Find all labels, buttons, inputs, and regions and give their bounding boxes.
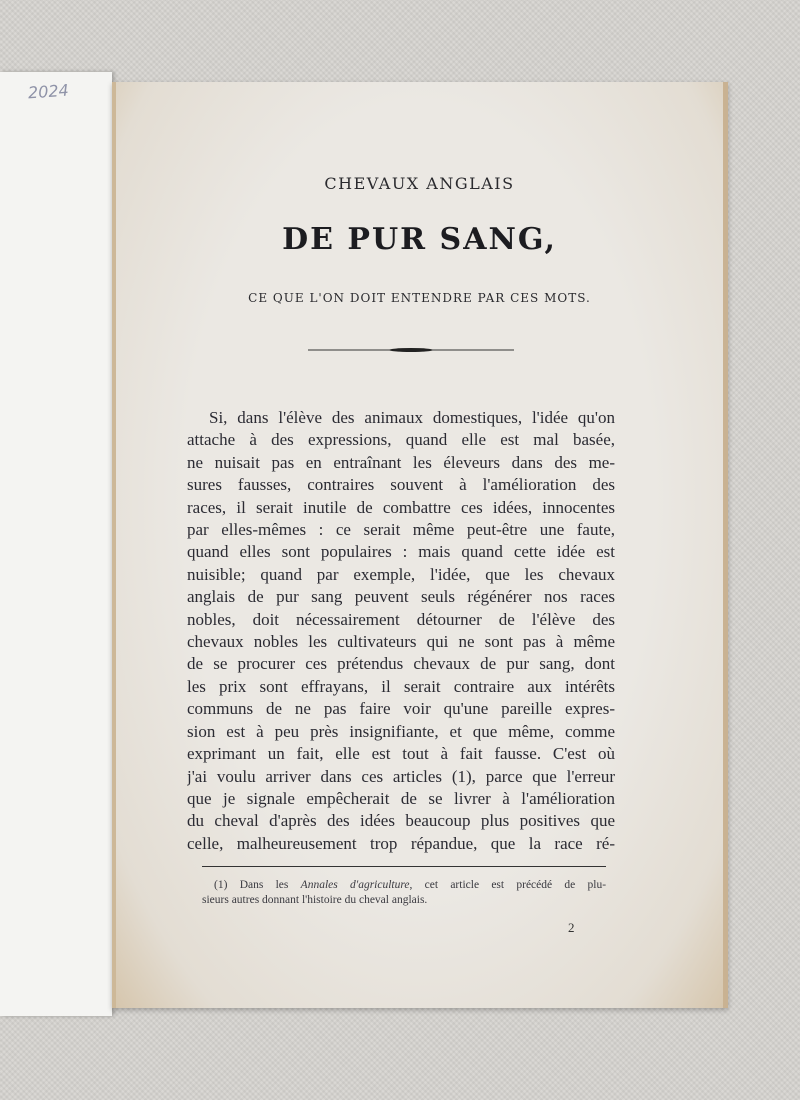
subtitle: CE QUE L'ON DOIT ENTENDRE PAR CES MOTS. — [248, 291, 591, 305]
body-line: sion est à peu près insignifiante, et que même, comme — [187, 721, 615, 741]
handwritten-note: 2024 — [27, 80, 70, 103]
body-line: que je signale empêcherait de se livrer à l'amélioration — [187, 788, 615, 808]
footnote — [202, 878, 606, 908]
ornament-divider — [308, 348, 514, 352]
body-text — [187, 407, 615, 855]
body-line: j'ai voulu arriver dans ces articles (1), parce que l'erreur — [187, 766, 615, 786]
title-line-2: DE PUR SANG, — [282, 222, 557, 257]
body-line: Si, dans l'élève des animaux domestiques, l'idée qu'on — [209, 408, 615, 427]
body-line: du cheval d'après des idées beaucoup plus positives que — [187, 811, 615, 831]
document-page — [112, 82, 728, 1008]
body-line: attache à des expressions, quand elle est mal basée, — [187, 430, 615, 450]
footnote-italic-title: Annales d'agriculture — [300, 879, 410, 891]
body-line: les prix sont effrayans, il serait contraire aux intérêts — [187, 676, 615, 696]
body-line: de se procurer ces prétendus chevaux de pur sang, dont — [187, 654, 615, 674]
left-page — [0, 72, 112, 1016]
body-line: chevaux nobles les cultivateurs qui ne sont pas à même — [187, 632, 615, 652]
footnote-text-before: Dans les — [239, 879, 289, 891]
body-line: communs de ne pas faire voir qu'une pareille expres- — [187, 699, 615, 719]
title-line-1: CHEVAUX ANGLAIS — [324, 174, 515, 193]
body-line: exprimant un fait, elle est tout à fait fausse. C'est où — [187, 744, 615, 764]
page-number: 2 — [568, 920, 575, 935]
body-line: nuisible; quand par exemple, l'idée, que les chevaux — [187, 564, 615, 584]
body-line: nobles, doit nécessairement détourner de l'élève des — [187, 609, 615, 629]
body-line: races, il serait inutile de combattre ces idées, innocentes — [187, 497, 615, 517]
body-line: sures fausses, contraires souvent à l'amélioration des — [187, 475, 615, 495]
footnote-rule — [202, 866, 606, 867]
footnote-text-after: , cet article est précédé de plu- — [409, 879, 606, 891]
body-line: ne nuisait pas en entraînant les éleveurs dans des me- — [187, 452, 615, 472]
body-line: quand elles sont populaires : mais quand cette idée est — [187, 542, 615, 562]
footnote-line-2: sieurs autres donnant l'histoire du cheval anglais. — [202, 894, 428, 906]
body-line: celle, malheureusement trop répandue, que la race ré- — [187, 833, 615, 853]
footnote-line-1 — [202, 878, 606, 893]
body-line: par elles-mêmes : ce serait même peut-être une faute, — [187, 520, 615, 540]
body-line: anglais de pur sang peuvent seuls régénérer nos races — [187, 587, 615, 607]
footnote-marker: (1) — [214, 879, 228, 891]
